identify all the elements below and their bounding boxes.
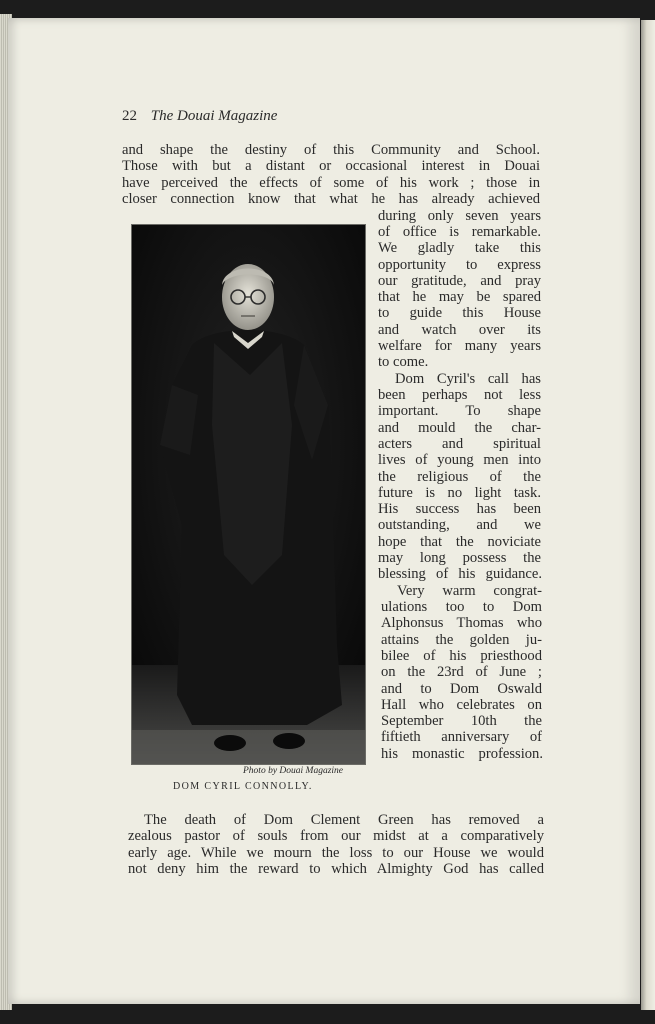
column-line: our gratitude, and pray: [378, 273, 541, 289]
column-line: of office is remarkable.: [378, 224, 541, 240]
magazine-title: The Douai Magazine: [150, 108, 278, 124]
photo-caption: DOM CYRIL CONNOLLY.: [173, 781, 313, 792]
text-line: have perceived the effects of some of his work ; those in: [122, 175, 540, 191]
text-line: and shape the destiny of this Community and School.: [122, 142, 540, 158]
page-gutter: [641, 20, 655, 1010]
column-line: hope that the noviciate: [378, 534, 541, 550]
text-line: early age. While we mourn the loss to our House we would: [128, 845, 544, 861]
column-line: Hall who celebrates on: [381, 697, 542, 713]
text-line: zealous pastor of souls from our midst at a comparatively: [128, 828, 544, 844]
column-line: future is no light task.: [378, 485, 541, 501]
column-line: to guide this House: [378, 305, 541, 321]
column-line: acters and spiritual: [378, 436, 541, 452]
portrait-photo: [131, 224, 366, 765]
column-line: outstanding, and we: [378, 517, 541, 533]
photo-credit: Photo by Douai Magazine: [243, 766, 344, 776]
column-line: bilee of his priesthood: [381, 648, 542, 664]
column-line: September 10th the: [381, 713, 542, 729]
column-line: lives of young men into: [378, 452, 541, 468]
column-line: Very warm congrat-: [397, 583, 542, 599]
column-line: blessing of his guidance.: [378, 566, 542, 582]
text-line: Those with but a distant or occasional interest in Douai: [122, 158, 540, 174]
column-line: opportunity to express: [378, 257, 541, 273]
column-line: and mould the char-: [378, 420, 541, 436]
column-line: and to Dom Oswald: [381, 681, 542, 697]
column-line: been perhaps not less: [378, 387, 541, 403]
column-line: welfare for many years: [378, 338, 541, 354]
column-line: We gladly take this: [378, 240, 541, 256]
text-line: closer connection know that what he has already achieved: [122, 191, 540, 207]
column-line: his monastic profession.: [381, 746, 543, 762]
column-line: fiftieth anniversary of: [381, 729, 542, 745]
column-line: that he may be spared: [378, 289, 541, 305]
column-line: important. To shape: [378, 403, 541, 419]
column-line: the religious of the: [378, 469, 541, 485]
text-line: not deny him the reward to which Almighty God has called: [128, 861, 544, 877]
column-line: Dom Cyril's call has: [395, 371, 541, 387]
column-line: may long possess the: [378, 550, 541, 566]
running-head: [122, 108, 277, 125]
portrait-illustration: [132, 225, 365, 764]
column-line: Alphonsus Thomas who: [381, 615, 542, 631]
page-number: 22: [122, 108, 137, 124]
column-line: attains the golden ju-: [381, 632, 542, 648]
column-line: His success has been: [378, 501, 541, 517]
column-line: during only seven years: [378, 208, 541, 224]
column-line: to come.: [378, 354, 429, 370]
text-line: The death of Dom Clement Green has removed a: [144, 812, 544, 828]
column-line: on the 23rd of June ;: [381, 664, 542, 680]
column-line: ulations too to Dom: [381, 599, 542, 615]
column-line: and watch over its: [378, 322, 541, 338]
